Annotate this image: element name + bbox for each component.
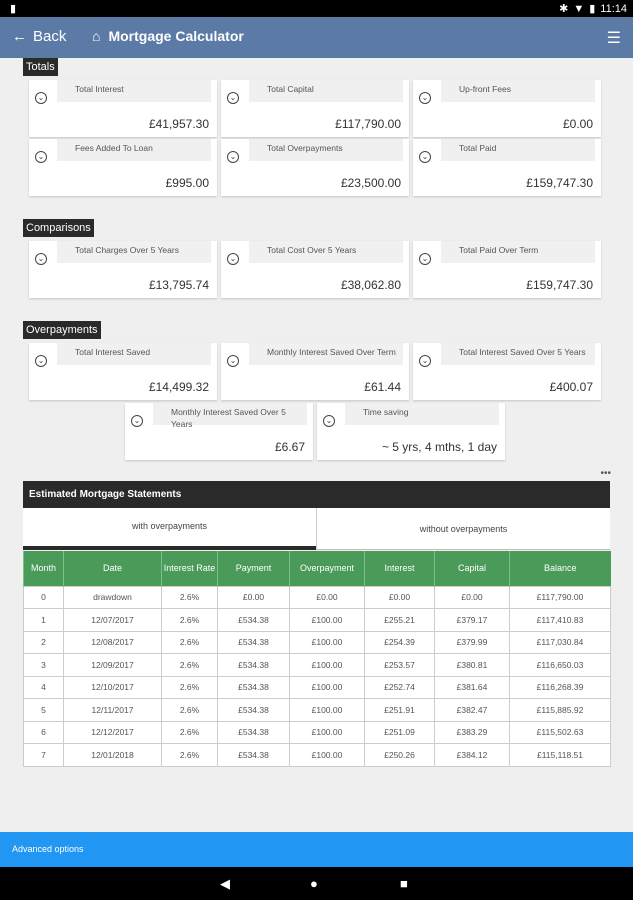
table-cell: £534.38	[218, 699, 290, 722]
statements-header: Estimated Mortgage Statements	[23, 481, 610, 508]
chevron-down-icon[interactable]: ⌄	[35, 92, 47, 104]
chevron-down-icon[interactable]: ⌄	[419, 253, 431, 265]
table-cell: £0.00	[365, 586, 435, 609]
table-cell: 2.6%	[162, 631, 218, 654]
chevron-down-icon[interactable]: ⌄	[227, 355, 239, 367]
table-cell: £0.00	[435, 586, 510, 609]
chevron-down-icon[interactable]: ⌄	[227, 253, 239, 265]
clock-text: 11:14	[600, 2, 627, 15]
table-cell: 2.6%	[162, 609, 218, 632]
chevron-down-icon[interactable]: ⌄	[419, 355, 431, 367]
table-cell: £100.00	[290, 609, 365, 632]
column-header: Overpayment	[290, 551, 365, 586]
nav-recents-icon[interactable]: ■	[400, 876, 408, 891]
table-row	[24, 744, 611, 767]
table-cell: £100.00	[290, 676, 365, 699]
table-cell: £254.39	[365, 631, 435, 654]
total-interest-saved-5y-card[interactable]: ⌄ Total Interest Saved Over 5 Years £400.07	[413, 343, 601, 400]
table-cell: £534.38	[218, 676, 290, 699]
table-cell: 2.6%	[162, 586, 218, 609]
comparisons-section-label: Comparisons	[23, 219, 94, 237]
table-cell: 2.6%	[162, 744, 218, 767]
table-cell: £534.38	[218, 609, 290, 632]
monthly-interest-saved-5y-card[interactable]: ⌄ Monthly Interest Saved Over 5 Years £6.67	[125, 403, 313, 460]
table-cell: £117,410.83	[510, 609, 611, 632]
table-cell: £383.29	[435, 721, 510, 744]
table-cell: £534.38	[218, 721, 290, 744]
battery-icon: ▮	[589, 3, 596, 15]
table-row	[24, 699, 611, 722]
table-cell: 3	[24, 654, 64, 677]
advanced-options-bar[interactable]: Advanced options	[0, 832, 633, 867]
table-cell: £250.26	[365, 744, 435, 767]
table-cell: 0	[24, 586, 64, 609]
table-cell: £116,650.03	[510, 654, 611, 677]
total-interest-card[interactable]: ⌄ Total Interest £41,957.30	[29, 80, 217, 137]
total-overpayments-card[interactable]: ⌄ Total Overpayments £23,500.00	[221, 139, 409, 196]
table-cell: £382.47	[435, 699, 510, 722]
fees-added-card[interactable]: ⌄ Fees Added To Loan £995.00	[29, 139, 217, 196]
table-body	[24, 586, 611, 766]
table-row	[24, 676, 611, 699]
statements-table	[23, 551, 611, 767]
chevron-down-icon[interactable]: ⌄	[419, 92, 431, 104]
upfront-fees-card[interactable]: ⌄ Up-front Fees £0.00	[413, 80, 601, 137]
column-header: Interest	[365, 551, 435, 586]
chevron-down-icon[interactable]: ⌄	[131, 415, 143, 427]
column-header: Date	[64, 551, 162, 586]
table-cell: £100.00	[290, 744, 365, 767]
table-cell: £534.38	[218, 631, 290, 654]
total-charges-5y-card[interactable]: ⌄ Total Charges Over 5 Years £13,795.74	[29, 241, 217, 298]
total-capital-card[interactable]: ⌄ Total Capital £117,790.00	[221, 80, 409, 137]
table-cell: £115,502.63	[510, 721, 611, 744]
table-cell: £117,030.84	[510, 631, 611, 654]
table-row	[24, 721, 611, 744]
table-cell: 7	[24, 744, 64, 767]
table-cell: 2.6%	[162, 721, 218, 744]
chevron-down-icon[interactable]: ⌄	[323, 415, 335, 427]
table-cell: 2.6%	[162, 654, 218, 677]
chevron-down-icon[interactable]: ⌄	[227, 151, 239, 163]
table-cell: £379.99	[435, 631, 510, 654]
table-cell: 5	[24, 699, 64, 722]
table-row	[24, 654, 611, 677]
system-nav-bar	[0, 867, 633, 900]
table-cell: £534.38	[218, 654, 290, 677]
app-bar	[0, 17, 633, 58]
tab-with-overpayments[interactable]: with overpayments	[23, 508, 316, 550]
tab-without-overpayments[interactable]: without overpayments	[316, 508, 610, 550]
table-cell: 1	[24, 609, 64, 632]
table-cell: 12/08/2017	[64, 631, 162, 654]
table-cell: £255.21	[365, 609, 435, 632]
table-cell: 6	[24, 721, 64, 744]
chevron-down-icon[interactable]: ⌄	[227, 92, 239, 104]
sim-card-icon: ▮	[10, 3, 17, 15]
table-cell: 12/09/2017	[64, 654, 162, 677]
table-cell: 12/07/2017	[64, 609, 162, 632]
home-icon[interactable]: ⌂	[92, 28, 101, 44]
nav-back-icon[interactable]: ◀	[220, 876, 230, 891]
back-label: Back	[33, 28, 67, 45]
wifi-icon: ▼	[573, 2, 585, 15]
table-cell: 12/10/2017	[64, 676, 162, 699]
nav-home-icon[interactable]: ●	[310, 876, 318, 891]
chevron-down-icon[interactable]: ⌄	[35, 355, 47, 367]
table-cell: £534.38	[218, 744, 290, 767]
arrow-left-icon: ←	[12, 28, 27, 45]
table-cell: 12/12/2017	[64, 721, 162, 744]
table-cell: £115,118.51	[510, 744, 611, 767]
totals-section-label: Totals	[23, 58, 58, 76]
statement-tabs	[23, 508, 610, 550]
table-header-row	[24, 551, 611, 586]
chevron-down-icon[interactable]: ⌄	[35, 253, 47, 265]
table-cell: £100.00	[290, 721, 365, 744]
time-saving-card[interactable]: ⌄ Time saving ~ 5 yrs, 4 mths, 1 day	[317, 403, 505, 460]
column-header: Payment	[218, 551, 290, 586]
table-cell: 12/01/2018	[64, 744, 162, 767]
table-cell: 4	[24, 676, 64, 699]
monthly-interest-saved-term-card[interactable]: ⌄ Monthly Interest Saved Over Term £61.44	[221, 343, 409, 400]
table-cell: £251.09	[365, 721, 435, 744]
table-cell: £117,790.00	[510, 586, 611, 609]
table-cell: £0.00	[290, 586, 365, 609]
page-title	[92, 28, 244, 44]
table-cell: 2	[24, 631, 64, 654]
bluetooth-icon: ✱	[559, 3, 569, 15]
table-cell: £100.00	[290, 654, 365, 677]
status-bar	[0, 0, 633, 17]
hamburger-menu-icon[interactable]: ☰	[606, 30, 621, 47]
chevron-down-icon[interactable]: ⌄	[419, 151, 431, 163]
total-paid-card[interactable]: ⌄ Total Paid £159,747.30	[413, 139, 601, 196]
column-header: Capital	[435, 551, 510, 586]
table-cell: £116,268.39	[510, 676, 611, 699]
table-cell: 2.6%	[162, 699, 218, 722]
table-cell: £380.81	[435, 654, 510, 677]
column-header: Interest Rate	[162, 551, 218, 586]
total-paid-term-card[interactable]: ⌄ Total Paid Over Term £159,747.30	[413, 241, 601, 298]
table-cell: 2.6%	[162, 676, 218, 699]
table-cell: £381.64	[435, 676, 510, 699]
table-cell: £251.91	[365, 699, 435, 722]
table-cell: £384.12	[435, 744, 510, 767]
total-interest-saved-card[interactable]: ⌄ Total Interest Saved £14,499.32	[29, 343, 217, 400]
table-row	[24, 586, 611, 609]
table-cell: £0.00	[218, 586, 290, 609]
table-cell: £100.00	[290, 631, 365, 654]
table-cell: £100.00	[290, 699, 365, 722]
back-button[interactable]	[12, 28, 66, 45]
table-row	[24, 609, 611, 632]
table-cell: £252.74	[365, 676, 435, 699]
table-cell: £253.57	[365, 654, 435, 677]
chevron-down-icon[interactable]: ⌄	[35, 151, 47, 163]
column-header: Month	[24, 551, 64, 586]
more-options-icon[interactable]: •••	[600, 468, 611, 479]
column-header: Balance	[510, 551, 611, 586]
table-cell: drawdown	[64, 586, 162, 609]
table-cell: £379.17	[435, 609, 510, 632]
table-row	[24, 631, 611, 654]
total-cost-5y-card[interactable]: ⌄ Total Cost Over 5 Years £38,062.80	[221, 241, 409, 298]
page-title-text: Mortgage Calculator	[108, 28, 244, 44]
table-cell: 12/11/2017	[64, 699, 162, 722]
table-cell: £115,885.92	[510, 699, 611, 722]
overpayments-section-label: Overpayments	[23, 321, 101, 339]
